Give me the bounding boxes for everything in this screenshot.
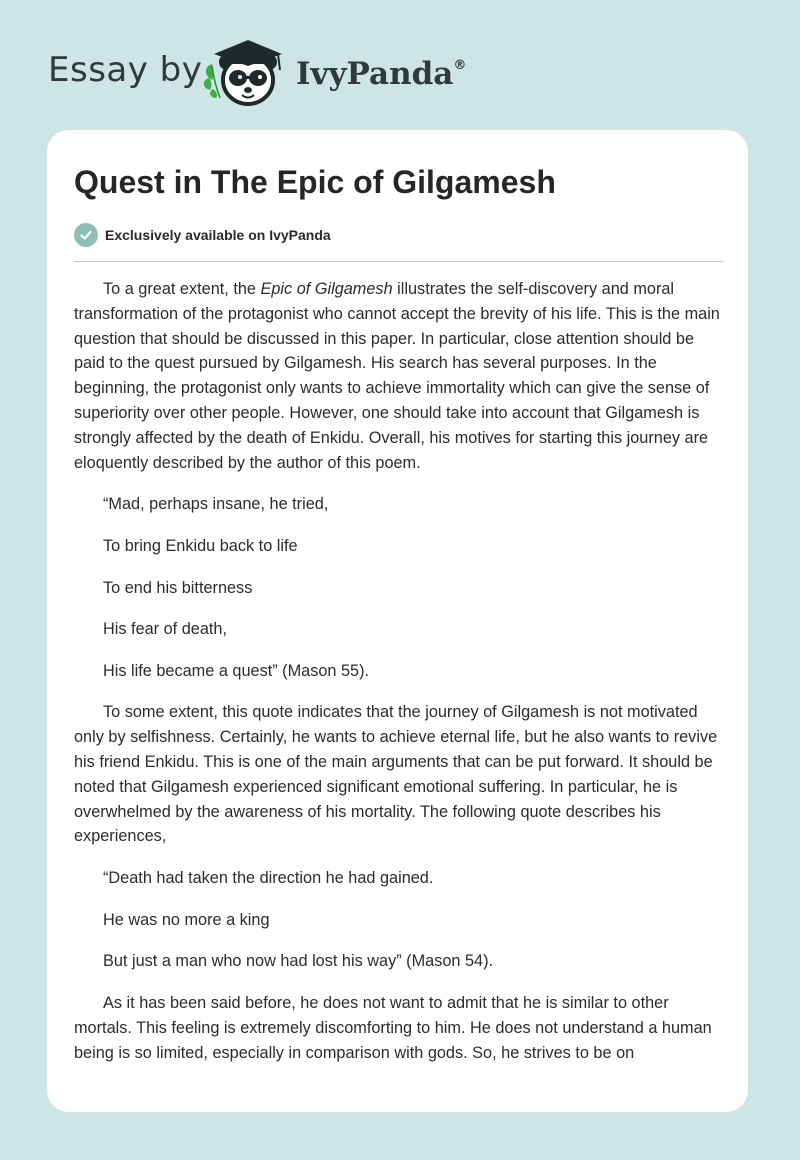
quote-1-line: His life became a quest” (Mason 55).: [103, 661, 370, 680]
paragraph-1-start: To a great extent, the: [103, 280, 261, 298]
quote-1-line: To bring Enkidu back to life: [103, 536, 298, 555]
site-header: [0, 0, 800, 130]
quote-2-line: But just a man who now had lost his way” (Mason 54).: [103, 952, 494, 971]
ivypanda-logo-icon[interactable]: [200, 36, 296, 108]
brand-name[interactable]: [296, 56, 466, 92]
paragraph-1-rest: illustrates the self-discovery and moral transformation of the protagonist who cannot accept the brevity of his life. This is the main question that should be discussed in this paper. In particular, close attention should be paid to the quest pursued by Gilgamesh. His search has several purposes. In the beginning, the protagonist only wants to achieve immortality which can give the sense of superiority over other people. However, one should take into account that Gilgamesh is strongly affected by the death of Enkidu. Overall, his motives for starting this journey are eloquently described by the author of this poem.: [74, 280, 720, 472]
quote-2-line: “Death had taken the direction he had gained.: [103, 869, 434, 888]
exclusive-badge: [74, 222, 331, 248]
work-title: Epic of Gilgamesh: [260, 280, 393, 298]
page-title: Quest in The Epic of Gilgamesh: [74, 164, 556, 200]
essay-card: [47, 130, 748, 1112]
quote-1-line: To end his bitterness: [103, 578, 253, 597]
paragraph-1: [74, 277, 724, 475]
essay-by-label: Essay by: [48, 50, 203, 90]
exclusive-badge-label: Exclusively available on IvyPanda: [105, 227, 331, 243]
essay-body: [74, 277, 724, 1082]
paragraph-2: To some extent, this quote indicates that the journey of Gilgamesh is not motivated only by selfishness. Certainly, he wants to achieve eternal life, but he also wants to revive his friend Enkidu. This is one of the main arguments that can be put forward. It should be noted that Gilgamesh experienced significant emotional suffering. In particular, he is overwhelmed by the awareness of his mortality. The following quote describes his experiences,: [74, 703, 718, 846]
brand-text: IvyPanda: [296, 56, 454, 92]
registered-mark: ®: [453, 57, 467, 73]
quote-1-line: “Mad, perhaps insane, he tried,: [103, 495, 329, 514]
checkmark-icon: [74, 223, 98, 247]
quote-2-line: He was no more a king: [103, 910, 270, 929]
quote-1-line: His fear of death,: [103, 620, 227, 639]
paragraph-3: As it has been said before, he does not want to admit that he is similar to other mortals. This feeling is extremely discomforting to him. He does not understand a human being is so limited, especially in comparison with gods. So, he strives to be on: [74, 993, 712, 1062]
title-divider: [74, 261, 723, 262]
